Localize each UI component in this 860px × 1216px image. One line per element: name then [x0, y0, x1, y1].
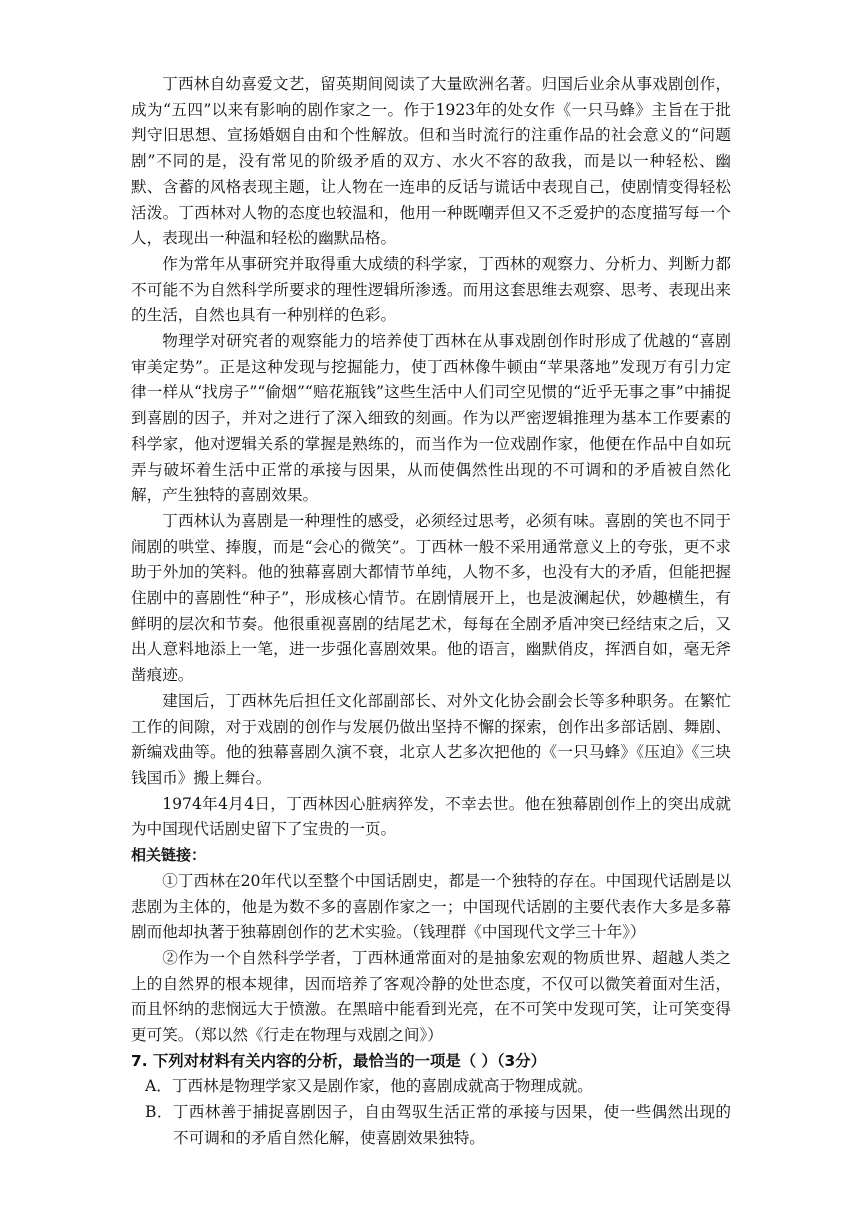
- question-title: 7. 下列对材料有关内容的分析，最恰当的一项是（ ）（3分）: [131, 1051, 547, 1070]
- related-links-heading: 相关链接：: [131, 846, 207, 865]
- paragraph-6: 1974年4月4日，丁西林因心脏病猝发，不幸去世。他在独幕剧创作上的突出成就为中国现代话剧史留下了宝贵的一页。: [131, 794, 731, 839]
- question-option-b: B．丁西林善于捕捉喜剧因子，自由驾驭生活正常的承接与因果，使一些偶然出现的不可调和的矛盾自然化解，使喜剧效果独特。: [145, 1103, 731, 1147]
- paragraph-5: 建国后，丁西林先后担任文化部副部长、对外文化协会副会长等多种职务。在繁忙工作的间隙，对于戏剧的创作与发展仍做出坚持不懈的探索，创作出多部话剧、舞剧、新编戏曲等。他的独幕喜剧久演不衰，北京人艺多次把他的《一只马蜂》《压迫》《三块钱国币》搬上舞台。: [131, 691, 731, 787]
- paragraph-2: 作为常年从事研究并取得重大成绩的科学家，丁西林的观察力、分析力、判断力都不可能不为自然科学所要求的理性逻辑所渗透。而用这套思维去观察、思考、表现出来的生活，自然也具有一种别样的色彩。: [131, 254, 731, 325]
- related-link-1: ①丁西林在20年代以至整个中国话剧史，都是一个独特的存在。中国现代话剧是以悲剧为主体的，他是为数不多的喜剧作家之一；中国现代话剧的主要代表作大多是多幕剧而他却执著于独幕剧创作的艺术实验。（钱理群《中国现代文学三十年》）: [131, 871, 731, 942]
- related-link-2: ②作为一个自然科学学者，丁西林通常面对的是抽象宏观的物质世界、超越人类之上的自然界的根本规律，因而培养了客观冷静的处世态度，不仅可以微笑着面对生活，而且怀纳的悲悯远大于愤激。在黑暗中能看到光亮，在不可笑中发现可笑，让可笑变得更可笑。（郑以然《行走在物理与戏剧之间》）: [131, 948, 731, 1045]
- question-option-a: A．丁西林是物理学家又是剧作家，他的喜剧成就高于物理成就。: [145, 1077, 593, 1096]
- paragraph-1: 丁西林自幼喜爱文艺，留英期间阅读了大量欧洲名著。归国后业余从事戏剧创作，成为“五四”以来有影响的剧作家之一。作于1923年的处女作《一只马蜂》主旨在于批判守旧思想、宣扬婚姻自由和个性解放。但和当时流行的注重作品的社会意义的“问题剧”不同的是，没有常见的阶级矛盾的双方、水火不容的敌我，而是以一种轻松、幽默、含蓄的风格表现主题，让人物在一连串的反话与谎话中表现自己，使剧情变得轻松活泼。丁西林对人物的态度也较温和，他用一种既嘲弄但又不乏爱护的态度描写每一个人，表现出一种温和轻松的幽默品格。: [131, 75, 731, 248]
- paragraph-4: 丁西林认为喜剧是一种理性的感受，必须经过思考，必须有味。喜剧的笑也不同于闹剧的哄堂、捧腹，而是“会心的微笑”。丁西林一般不采用通常意义上的夸张，更不求助于外加的笑料。他的独幕喜剧大都情节单纯，人物不多，也没有大的矛盾，但能把握住剧中的喜剧性“种子”，形成核心情节。在剧情展开上，也是波澜起伏，妙趣横生，有鲜明的层次和节奏。他很重视喜剧的结尾艺术，每每在全剧矛盾冲突已经结束之后，又出人意料地添上一笔，进一步强化喜剧效果。他的语言，幽默俏皮，挥洒自如，毫无斧凿痕迹。: [131, 511, 731, 685]
- paragraph-3: 物理学对研究者的观察能力的培养使丁西林在从事戏剧创作时形成了优越的“喜剧审美定势”。正是这种发现与挖掘能力，使丁西林像牛顿由“苹果落地”发现万有引力定律一样从“找房子”“偷烟”“赔花瓶钱”这些生活中人们司空见惯的“近乎无事之事”中捕捉到喜剧的因子，并对之进行了深入细致的刻画。作为以严密逻辑推理为基本工作要素的科学家，他对逻辑关系的掌握是熟练的，而当作为一位戏剧作家，他便在作品中自如玩弄与破坏着生活中正常的承接与因果，从而使偶然性出现的不可调和的矛盾被自然化解，产生独特的喜剧效果。: [131, 332, 731, 505]
- article-body: [131, 72, 731, 1152]
